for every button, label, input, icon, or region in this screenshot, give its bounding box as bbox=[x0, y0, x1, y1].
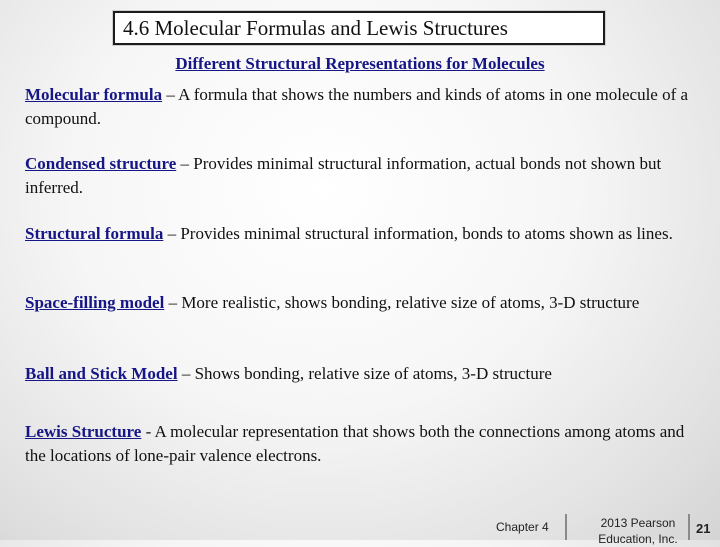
term-structural-formula: Structural formula bbox=[25, 224, 164, 243]
definition-molecular-formula bbox=[25, 83, 705, 131]
definition-text: Provides minimal structural information, actual bonds not shown but inferred. bbox=[25, 154, 662, 197]
separator: - bbox=[141, 422, 155, 441]
definition-text: Shows bonding, relative size of atoms, 3-D structure bbox=[194, 364, 552, 383]
footer-divider bbox=[688, 514, 690, 540]
page-number: 21 bbox=[696, 521, 711, 536]
separator: – bbox=[177, 364, 195, 383]
definition-structural-formula bbox=[25, 222, 705, 246]
definition-text: A formula that shows the numbers and kinds of atoms in one molecule of a compound. bbox=[25, 85, 689, 128]
separator: – bbox=[162, 85, 179, 104]
term-space-filling-model: Space-filling model bbox=[25, 293, 165, 312]
separator: – bbox=[176, 154, 194, 173]
footer-chapter: Chapter 4 bbox=[496, 520, 549, 534]
footer-copyright: 2013 Pearson Education, Inc. bbox=[598, 516, 678, 546]
definition-ball-and-stick-model bbox=[25, 362, 705, 386]
definition-space-filling-model bbox=[25, 291, 705, 315]
separator: – bbox=[163, 224, 181, 243]
definition-text: A molecular representation that shows both the connections among atoms and the locations of lone-pair valence electrons. bbox=[25, 422, 685, 465]
term-ball-and-stick-model: Ball and Stick Model bbox=[25, 364, 178, 383]
slide-subtitle: Different Structural Representations for Molecules bbox=[175, 54, 545, 73]
footer-divider bbox=[565, 514, 567, 540]
definition-text: Provides minimal structural information, bonds to atoms shown as lines. bbox=[180, 224, 673, 243]
slide-title: 4.6 Molecular Formulas and Lewis Structures bbox=[113, 11, 605, 45]
term-lewis-structure: Lewis Structure bbox=[25, 422, 142, 441]
definition-lewis-structure bbox=[25, 420, 705, 468]
definition-text: More realistic, shows bonding, relative size of atoms, 3-D structure bbox=[181, 293, 640, 312]
term-condensed-structure: Condensed structure bbox=[25, 154, 177, 173]
separator: – bbox=[164, 293, 182, 312]
definition-condensed-structure bbox=[25, 152, 705, 200]
term-molecular-formula: Molecular formula bbox=[25, 85, 163, 104]
